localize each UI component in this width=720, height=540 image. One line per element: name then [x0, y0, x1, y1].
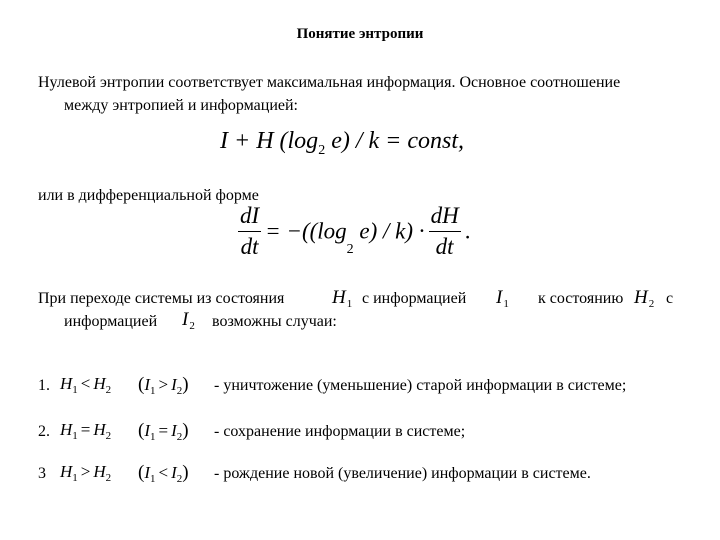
case-I-left: I — [144, 421, 150, 440]
intro-line-1: Нулевой энтропии соответствует максимальная информация. Основное соотношение — [38, 74, 621, 91]
symbol-I2-letter: I — [182, 309, 189, 330]
case-H-left-sub: 1 — [72, 430, 78, 442]
symbol-H2-sub: 2 — [648, 298, 655, 310]
formula-left: I + H (log — [220, 128, 319, 154]
intro-line-2: между энтропией и информацией: — [64, 97, 298, 114]
symbol-H2-letter: H — [634, 287, 648, 308]
open-paren: ( — [138, 462, 145, 483]
symbol-I2-sub: 2 — [189, 320, 195, 332]
case-I-left-sub: 1 — [150, 473, 156, 485]
fraction-dH-dt — [429, 203, 461, 260]
numerator-dH: dH — [429, 203, 461, 232]
symbol-I2 — [182, 309, 195, 332]
case-H-right: H — [93, 374, 106, 393]
case-H-left-sub: 1 — [72, 472, 78, 484]
case-information-relation — [138, 462, 189, 485]
case-I-left-sub: 1 — [150, 385, 156, 397]
case-description: - уничтожение (уменьшение) старой информации в системе; — [214, 377, 627, 394]
transition-text-6: возможны случаи: — [212, 313, 337, 330]
case-entropy-relation — [60, 462, 111, 484]
case-H-right: H — [93, 420, 106, 439]
symbol-H1 — [332, 287, 352, 310]
case-operator: < — [80, 374, 91, 393]
case-description: - рождение новой (увеличение) информации в системе. — [214, 465, 591, 482]
transition-text-2: с информацией — [362, 290, 467, 307]
case-operator-2: > — [158, 375, 169, 394]
case-number: 3 — [38, 465, 46, 482]
symbol-H2 — [634, 287, 654, 310]
case-description: - сохранение информации в системе; — [214, 423, 466, 440]
case-I-right-sub: 2 — [176, 385, 183, 397]
denominator-dt: dt — [240, 234, 259, 259]
differential-middle-end: e) / k) · — [353, 218, 425, 244]
close-paren: ) — [182, 374, 189, 395]
case-I-right: I — [171, 375, 177, 394]
case-H-right-sub: 2 — [105, 430, 112, 442]
case-H-left: H — [60, 462, 73, 481]
differential-middle: = −((log — [265, 218, 347, 244]
case-I-right-sub: 2 — [176, 431, 183, 443]
differential-formula — [234, 203, 470, 260]
symbol-I1-sub: 1 — [503, 298, 509, 310]
case-I-left-sub: 1 — [150, 431, 156, 443]
fraction-dI-dt — [238, 203, 261, 260]
case-H-right-sub: 2 — [105, 384, 112, 396]
transition-text-4: с — [666, 290, 674, 307]
case-operator: > — [80, 462, 91, 481]
case-entropy-relation — [60, 420, 111, 442]
case-H-left: H — [60, 374, 73, 393]
case-number: 2. — [38, 423, 50, 440]
case-I-right: I — [171, 463, 177, 482]
differential-log-base: 2 — [346, 241, 354, 257]
transition-text-3: к состоянию — [538, 290, 624, 307]
transition-text-5: информацией — [64, 313, 158, 330]
case-operator-2: = — [158, 421, 169, 440]
case-H-left-sub: 1 — [72, 384, 78, 396]
case-information-relation — [138, 420, 189, 443]
close-paren: ) — [182, 420, 189, 441]
case-I-right-sub: 2 — [176, 473, 183, 485]
symbol-I1 — [496, 287, 509, 310]
formula-right: e) / k = const, — [325, 128, 465, 154]
case-information-relation — [138, 374, 189, 397]
case-operator-2: < — [158, 463, 169, 482]
case-entropy-relation — [60, 374, 111, 396]
open-paren: ( — [138, 374, 145, 395]
case-number: 1. — [38, 377, 50, 394]
numerator-dI: dI — [238, 203, 261, 232]
case-I-right: I — [171, 421, 177, 440]
open-paren: ( — [138, 420, 145, 441]
transition-text-1: При переходе системы из состояния — [38, 290, 285, 307]
case-H-right-sub: 2 — [105, 472, 112, 484]
symbol-H1-sub: 1 — [346, 298, 353, 310]
symbol-I1-letter: I — [496, 287, 503, 308]
case-operator: = — [80, 420, 91, 439]
denominator-dt-2: dt — [435, 234, 454, 259]
case-H-right: H — [93, 462, 106, 481]
differential-end: . — [464, 218, 471, 244]
symbol-H1-letter: H — [332, 287, 346, 308]
entropy-formula — [220, 128, 464, 159]
log-base: 2 — [318, 143, 326, 158]
case-H-left: H — [60, 420, 73, 439]
close-paren: ) — [182, 462, 189, 483]
page-title: Понятие энтропии — [296, 26, 424, 42]
differential-label: или в дифференциальной форме — [38, 187, 259, 204]
case-I-left: I — [144, 463, 150, 482]
case-I-left: I — [144, 375, 150, 394]
